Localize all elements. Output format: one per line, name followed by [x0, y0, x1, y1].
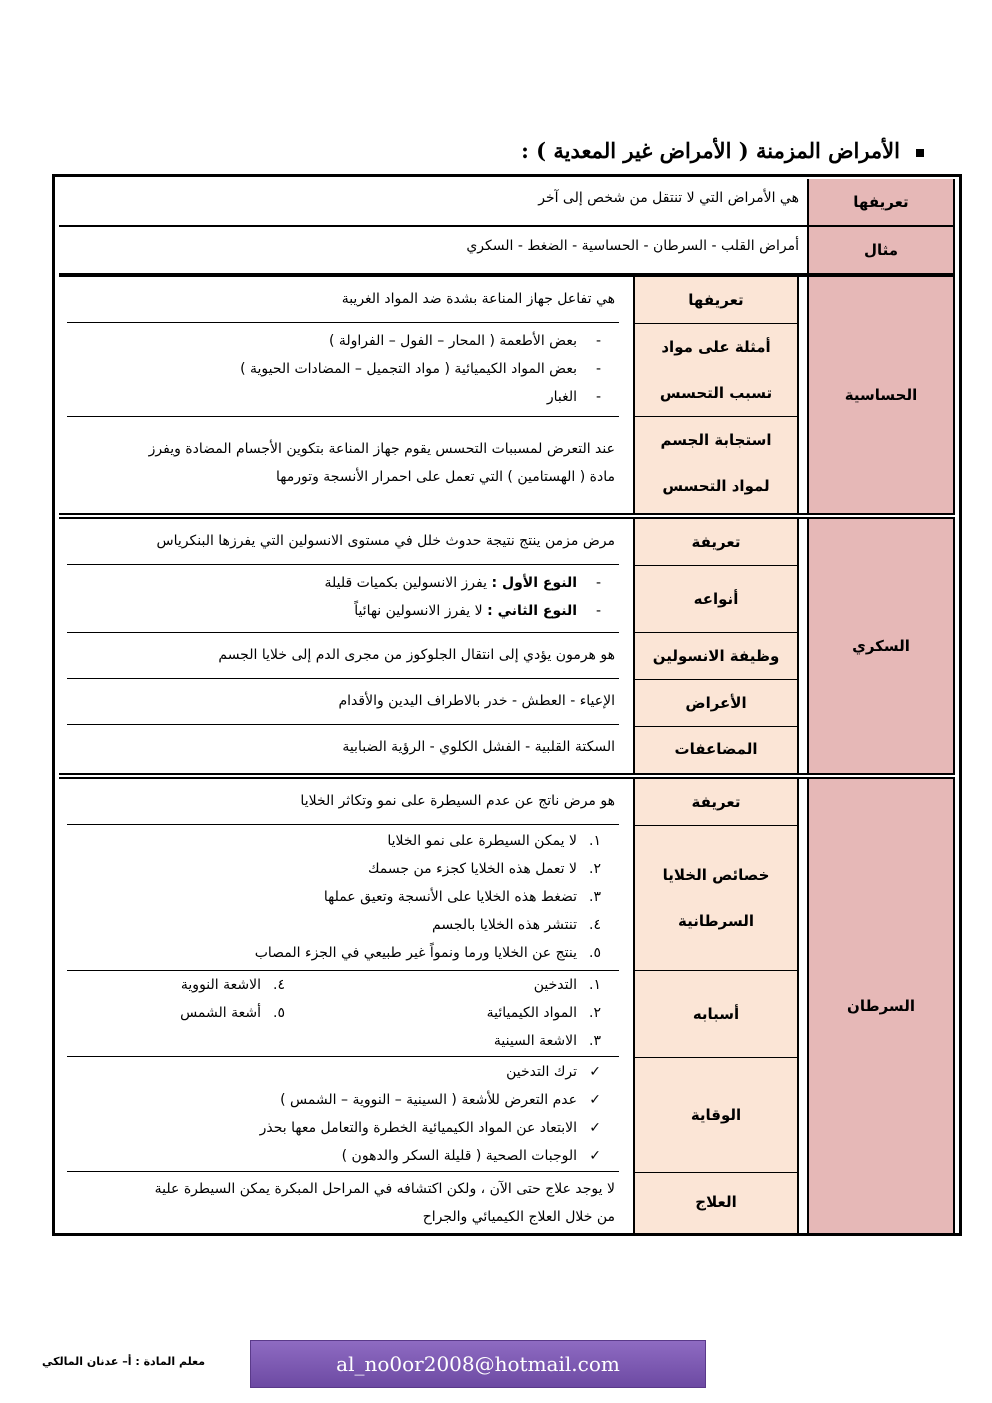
check-mark-icon: ✓ [589, 1092, 601, 1108]
allergy-sub-column [633, 277, 799, 513]
diabetes-insulin-text: هو هرمون يؤدي إلى انتقال الجلوكوز من مجرى الدم إلى خلايا الجسم [67, 641, 619, 679]
check-mark-icon: ✓ [589, 1148, 601, 1164]
cancer-label: السرطان [807, 779, 955, 1233]
allergy-definition-text: هي تفاعل جهاز المناعة بشدة ضد المواد الغريبة [67, 285, 619, 323]
cancer-causes-label: أسبابه [635, 971, 797, 1058]
cancer-features-label: خصائص الخلايا السرطانية [635, 826, 797, 971]
check-mark-icon: ✓ [589, 1064, 601, 1080]
cancer-section [59, 777, 955, 1235]
list-item: ✓ ترك التدخين [67, 1058, 609, 1086]
square-bullet-icon [916, 149, 924, 157]
list-item: ١. لا يمكن السيطرة على نمو الخلايا [387, 833, 601, 849]
list-item: - بعض المواد الكيميائية ( مواد التجميل – المضادات الحيوية ) [240, 361, 601, 377]
list-item: - النوع الأول : يفرز الانسولين بكميات قليلة [324, 575, 601, 591]
diabetes-complications-text: السكتة القلبية - الفشل الكلوي - الرؤية الضبابية [342, 739, 615, 755]
list-item: - النوع الثاني : لا يفرز الانسولين نهائياً [354, 603, 601, 619]
cancer-causes-list [67, 971, 619, 1057]
intro-definition-label: تعريفها [807, 179, 955, 225]
list-item: ✓ الابتعاد عن المواد الكيميائية الخطرة والتعامل معها بحذر [67, 1114, 609, 1142]
allergy-response-label: استجابة الجسم لمواد التحسس [660, 431, 772, 495]
list-item: ٢. المواد الكيميائية [486, 1005, 601, 1021]
diabetes-types-label: أنواعه [635, 566, 797, 633]
cancer-treatment-text: لا يوجد علاج حتى الآن ، ولكن اكتشافه في المراحل المبكرة يمكن السيطرة علية من خلال العلاج الكيميائي والجراح [154, 1181, 615, 1225]
allergy-examples-list [67, 327, 619, 417]
diabetes-sub-column [633, 519, 799, 773]
cancer-features-list [67, 827, 619, 971]
list-item: - الغبار [546, 389, 601, 405]
list-item: ٢. لا تعمل هذه الخلايا كجزء من جسمك [367, 861, 601, 877]
diabetes-label: السكري [807, 519, 955, 773]
intro-example-label: مثال [807, 227, 955, 273]
intro-example-text: أمراض القلب - السرطان - الحساسية - الضغط - السكري [466, 238, 799, 254]
teacher-name: معلم المادة : أ– عدنان المالكي [42, 1355, 206, 1368]
diabetes-symptoms-text: الإعياء - العطش - خدر بالاطراف اليدين والأقدام [67, 687, 619, 725]
diabetes-insulin-label: وظيفة الانسولين [635, 633, 797, 680]
list-item: - بعض الأطعمة ( المحار – الفول – الفراولة ) [328, 333, 601, 349]
intro-definition-text: هي الأمراض التي لا تنتقل من شخص إلى آخر [538, 190, 799, 206]
page-title: الأمراض المزمنة ( الأمراض غير المعدية ) : [521, 138, 924, 163]
allergy-response-text: عند التعرض لمسببات التحسس يقوم جهاز المناعة بتكوين الأجسام المضادة ويفرز مادة ( الهستامين ) التي تعمل على احمرار الأنسجة وتورمها [148, 441, 615, 485]
diabetes-symptoms-label: الأعراض [635, 680, 797, 727]
list-item: ٥. أشعة الشمس [180, 1005, 285, 1021]
diabetes-definition-label: تعريفة [635, 519, 797, 566]
check-mark-icon: ✓ [589, 1120, 601, 1136]
list-item: ✓ عدم التعرض للأشعة ( السينية – النووية – الشمس ) [67, 1086, 609, 1114]
list-item: ٣. تضغط هذه الخلايا على الأنسجة وتعيق عملها [323, 889, 601, 905]
intro-example-row [59, 227, 955, 275]
diabetes-section [59, 517, 955, 775]
diabetes-definition-text: مرض مزمن ينتج نتيجة حدوث خلل في مستوى الانسولين التي يفرزها البنكرياس [67, 527, 619, 565]
cancer-prevention-label: الوقاية [635, 1058, 797, 1173]
list-item: ٣. الاشعة السينية [493, 1033, 601, 1049]
email-banner: al_no0or2008@hotmail.com [250, 1340, 706, 1388]
diseases-table [52, 174, 962, 1236]
allergy-definition-label: تعريفها [635, 277, 797, 324]
cancer-treatment-label: العلاج [695, 1193, 737, 1211]
allergy-label: الحساسية [807, 277, 955, 513]
diabetes-types-list [67, 569, 619, 633]
cancer-sub-column [633, 779, 799, 1233]
list-item: ٤. الاشعة النووية [180, 977, 285, 993]
allergy-section [59, 275, 955, 515]
cancer-definition-label: تعريفة [635, 779, 797, 826]
cancer-definition-text: هو مرض ناتج عن عدم السيطرة على نمو وتكاثر الخلايا [67, 787, 619, 825]
list-item: ٤. تنتشر هذه الخلايا بالجسم [432, 917, 601, 933]
list-item: ٥. ينتج عن الخلايا ورما ونمواً غير طبيعي في الجزء المصاب [254, 945, 601, 961]
allergy-examples-label: أمثلة على مواد تسبب التحسس [635, 324, 797, 417]
list-item: ✓ الوجبات الصحية ( قليلة السكر والدهون ) [67, 1142, 609, 1170]
diabetes-complications-label: المضاعفات [674, 740, 758, 758]
intro-definition-row [59, 179, 955, 227]
cancer-prevention-list [67, 1058, 619, 1172]
list-item: ١. التدخين [533, 977, 601, 993]
